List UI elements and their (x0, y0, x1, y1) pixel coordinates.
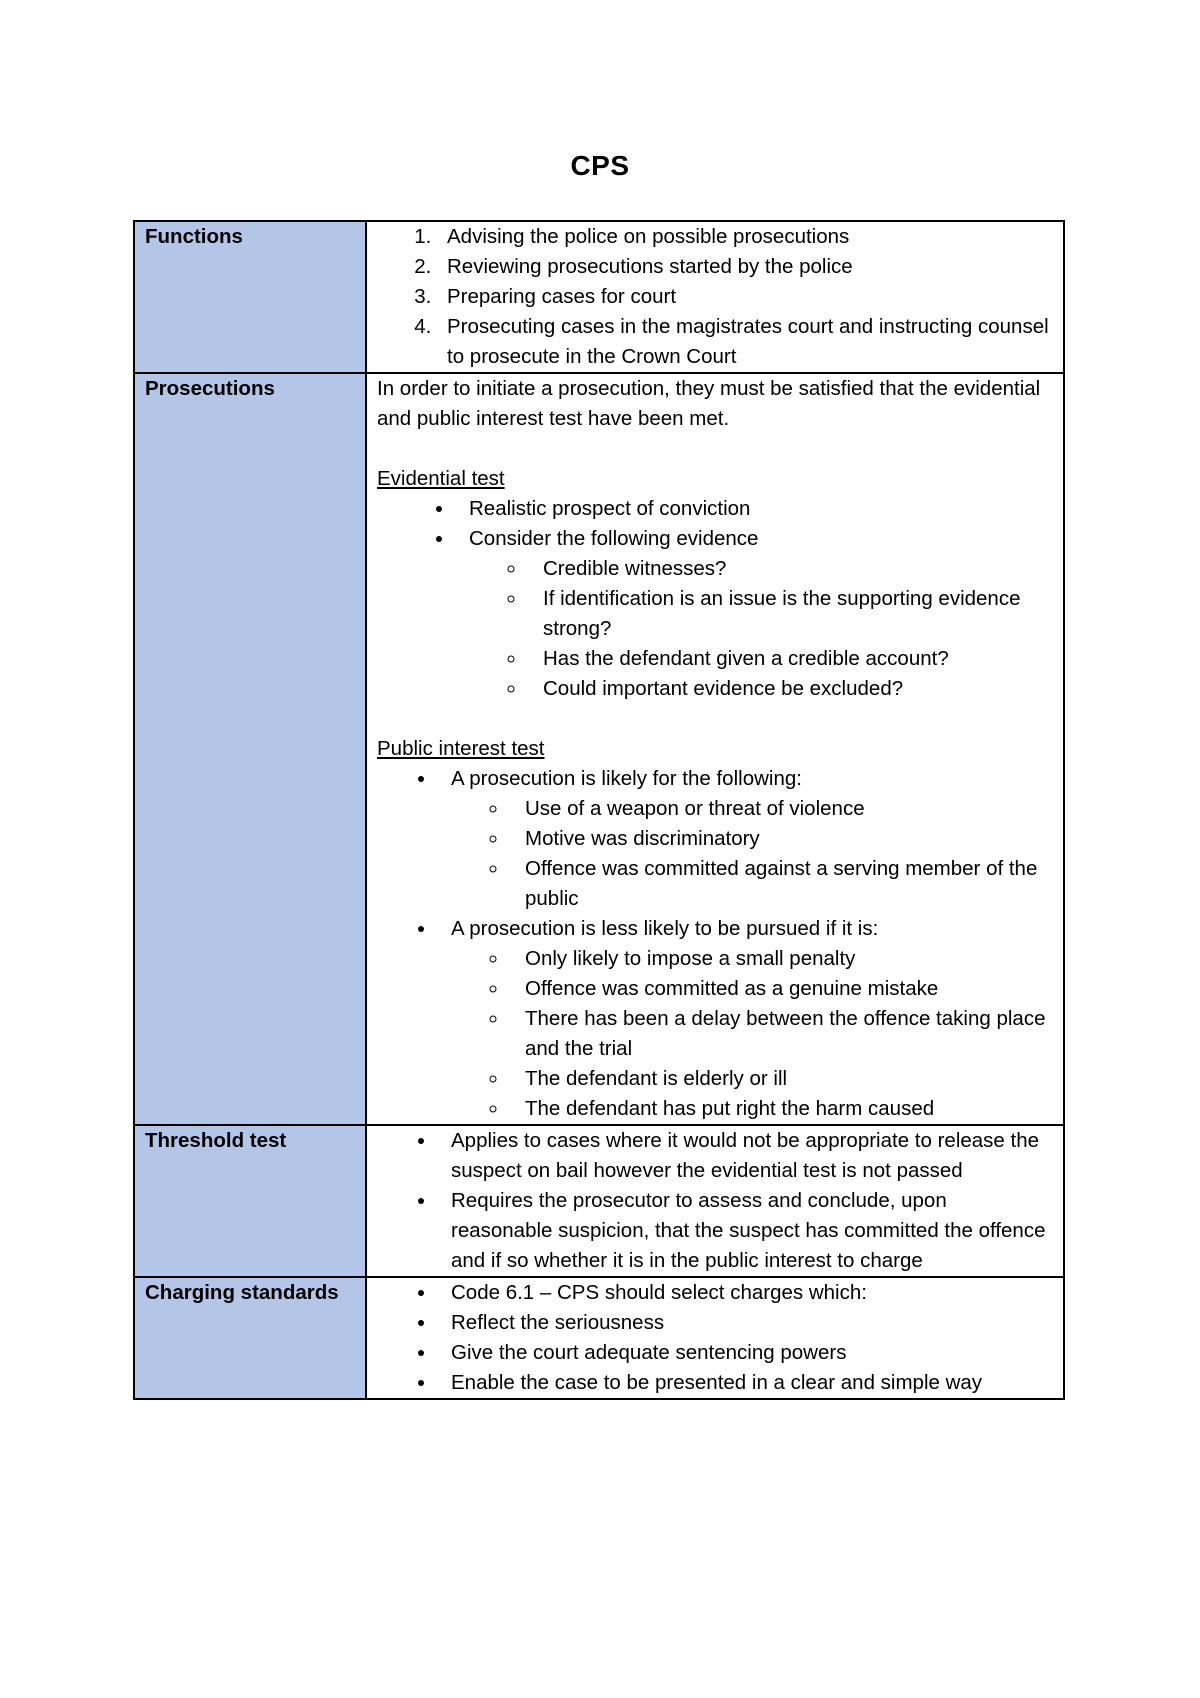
evidence-sublist (469, 554, 1053, 704)
list-item-text: A prosecution is likely for the following: (451, 767, 802, 790)
list-item: • Give the court adequate sentencing powers (437, 1338, 1053, 1368)
sublist-item: ◦ Has the defendant given a credible account? (527, 644, 1053, 674)
less-likely-sublist (451, 944, 1053, 1124)
sublist-item: ◦ Only likely to impose a small penalty (509, 944, 1053, 974)
table-row-prosecutions (134, 373, 1064, 1125)
sublist-item: ◦ Use of a weapon or threat of violence (509, 794, 1053, 824)
list-item: • Enable the case to be presented in a clear and simple way (437, 1368, 1053, 1398)
list-item: 1. Advising the police on possible prosecutions (437, 222, 1053, 252)
functions-list (377, 222, 1053, 372)
list-item: 4. Prosecuting cases in the magistrates court and instructing counsel to prosecute in the Crown Court (437, 312, 1053, 372)
row-label-charging: Charging standards (134, 1277, 366, 1399)
list-item: 3. Preparing cases for court (437, 282, 1053, 312)
list-item-text: A prosecution is less likely to be pursued if it is: (451, 917, 879, 940)
row-content-functions (366, 221, 1064, 373)
row-label-prosecutions: Prosecutions (134, 373, 366, 1125)
row-content-threshold (366, 1125, 1064, 1277)
spacer (377, 434, 1053, 464)
list-item-text: Consider the following evidence (469, 527, 759, 550)
evidential-test-heading: Evidential test (377, 467, 505, 490)
public-interest-test-heading: Public interest test (377, 737, 545, 760)
spacer (377, 704, 1053, 734)
sublist-item: ◦ Could important evidence be excluded? (527, 674, 1053, 704)
public-interest-list (377, 764, 1053, 1124)
list-item: • Code 6.1 – CPS should select charges which: (437, 1278, 1053, 1308)
list-item: 2. Reviewing prosecutions started by the police (437, 252, 1053, 282)
row-label-functions: Functions (134, 221, 366, 373)
charging-list (377, 1278, 1053, 1398)
sublist-item: ◦ Offence was committed against a serving member of the public (509, 854, 1053, 914)
list-item (437, 764, 1053, 914)
list-item (455, 524, 1053, 704)
prosecutions-intro: In order to initiate a prosecution, they must be satisfied that the evidential and public interest test have been met. (377, 377, 1041, 430)
sublist-item: ◦ There has been a delay between the offence taking place and the trial (509, 1004, 1053, 1064)
list-item: • Requires the prosecutor to assess and conclude, upon reasonable suspicion, that the suspect has committed the offence and if so whether it is in the public interest to charge (437, 1186, 1053, 1276)
sublist-item: ◦ Offence was committed as a genuine mistake (509, 974, 1053, 1004)
list-item (437, 914, 1053, 1124)
row-label-threshold: Threshold test (134, 1125, 366, 1277)
sublist-item: ◦ The defendant has put right the harm caused (509, 1094, 1053, 1124)
sublist-item: ◦ The defendant is elderly or ill (509, 1064, 1053, 1094)
evidential-test-list (377, 494, 1053, 704)
sublist-item: ◦ Credible witnesses? (527, 554, 1053, 584)
table-row-threshold (134, 1125, 1064, 1277)
threshold-list (377, 1126, 1053, 1276)
list-item: • Applies to cases where it would not be appropriate to release the suspect on bail however the evidential test is not passed (437, 1126, 1053, 1186)
notes-table (133, 220, 1065, 1400)
sublist-item: ◦ If identification is an issue is the supporting evidence strong? (527, 584, 1053, 644)
sublist-item: ◦ Motive was discriminatory (509, 824, 1053, 854)
list-item: • Reflect the seriousness (437, 1308, 1053, 1338)
row-content-charging (366, 1277, 1064, 1399)
likely-sublist (451, 794, 1053, 914)
row-content-prosecutions (366, 373, 1064, 1125)
table-row-functions (134, 221, 1064, 373)
table-row-charging (134, 1277, 1064, 1399)
page-title: CPS (570, 150, 630, 181)
list-item: • Realistic prospect of conviction (455, 494, 1053, 524)
